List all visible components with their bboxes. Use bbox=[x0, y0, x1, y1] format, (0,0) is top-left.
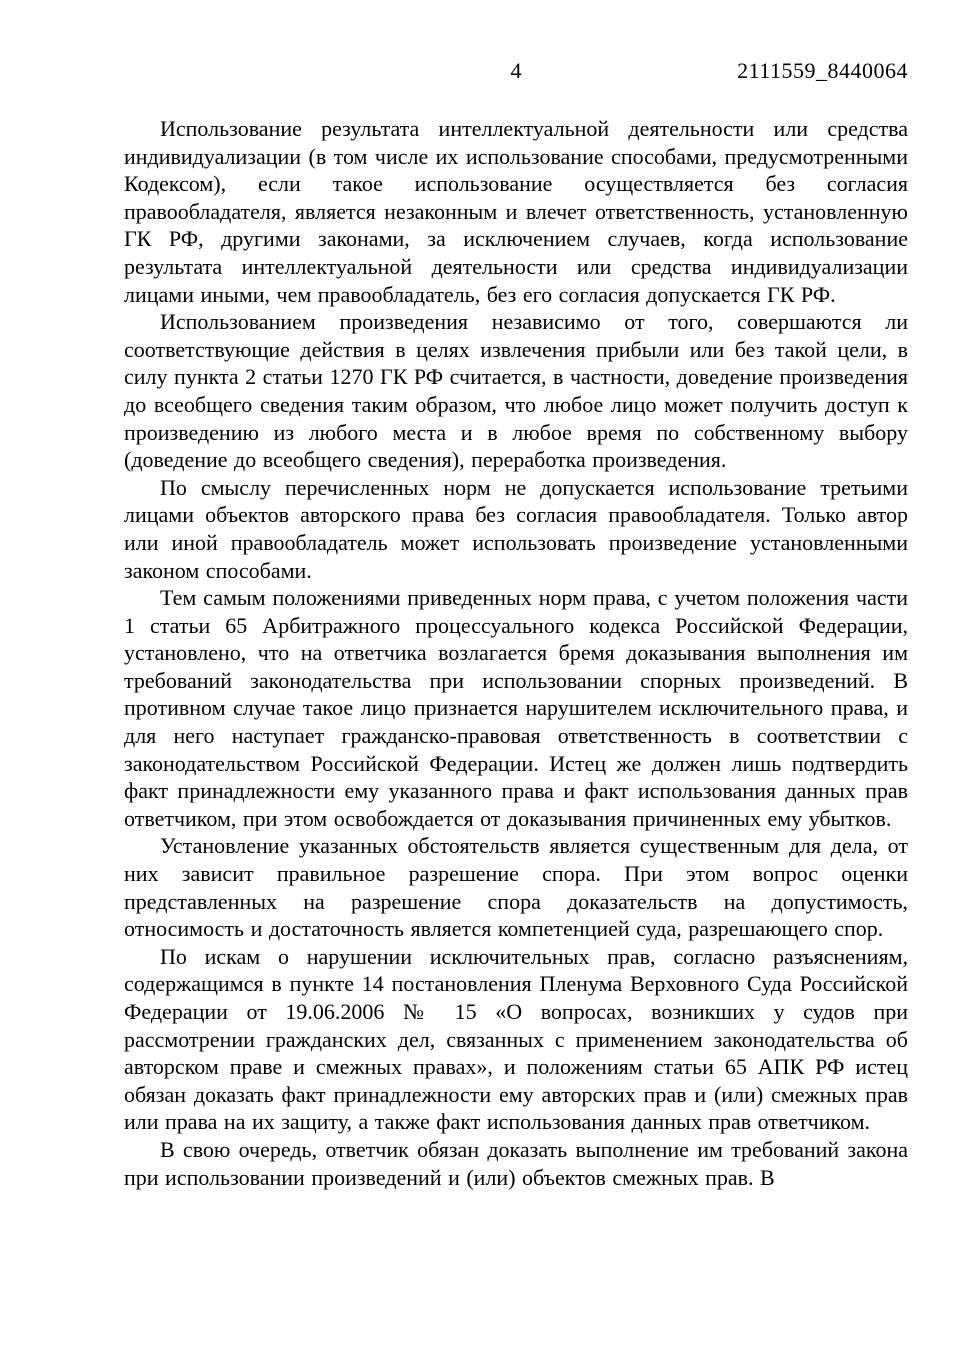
paragraph-claims-exclusive-rights: По искам о нарушении исключительных прав, согласно разъяснениям, содержащимся в пункте 14 постановления Пленума Верховного Суда Российской Федерации от 19.06.2006 № 15 «О вопросах, возникших у судов при рассмотрении гражданских дел, связанных с применением законодательства об авторском праве и смежных правах», и положениям статьи 65 АПК РФ истец обязан доказать факт принадлежности ему авторских прав и (или) смежных прав или права на их защиту, а также факт использования данных прав ответчиком. bbox=[124, 943, 908, 1135]
document-body bbox=[124, 115, 908, 1191]
paragraph-establishing-circumstances: Установление указанных обстоятельств является существенным для дела, от них зависит правильное разрешение спора. При этом вопрос оценки представленных на разрешение спора доказательств на допустимость, относимость и достаточность является компетенцией суда, разрешающего спор. bbox=[124, 833, 908, 942]
document-id: 2111559_8440064 bbox=[737, 58, 908, 83]
paragraph-burden-of-proof: Тем самым положениями приведенных норм права, с учетом положения части 1 статьи 65 Арбитражного процессуального кодекса Российской Федерации, установлено, что на ответчика возлагается бремя доказывания выполнения им требований законодательства при использовании спорных произведений. В противном случае такое лицо признается нарушителем исключительного права, и для него наступает гражданско-правовая ответственность в соответствии с законодательством Российской Федерации. Истец же должен лишь подтвердить факт принадлежности ему указанного права и факт использования данных прав ответчиком, при этом освобождается от доказывания причиненных ему убытков. bbox=[124, 585, 908, 831]
page-header bbox=[124, 57, 908, 85]
paragraph-use-of-result: Использование результата интеллектуальной деятельности или средства индивидуализации (в том числе их использование способами, предусмотренными Кодексом), если такое использование осуществляется без согласия правообладателя, является незаконным и влечет ответственность, установленную ГК РФ, другими законами, за исключением случаев, когда использование результата интеллектуальной деятельности или средства индивидуализации лицами иными, чем правообладатель, без его согласия допускается ГК РФ. bbox=[124, 116, 908, 307]
paragraph-use-of-work: Использованием произведения независимо от того, совершаются ли соответствующие действия в целях извлечения прибыли или без такой цели, в силу пункта 2 статьи 1270 ГК РФ считается, в частности, доведение произведения до всеобщего сведения таким образом, что любое лицо может получить доступ к произведению из любого места и в любое время по собственному выбору (доведение до всеобщего сведения), переработка произведения. bbox=[124, 309, 908, 473]
page-number: 4 bbox=[510, 58, 522, 83]
paragraph-meaning-of-norms: По смыслу перечисленных норм не допускается использование третьими лицами объектов авторского права без согласия правообладателя. Только автор или иной правообладатель может использовать произведение установленными законом способами. bbox=[124, 474, 908, 583]
paragraph-defendant-obligation: В свою очередь, ответчик обязан доказать выполнение им требований закона при использовании произведений и (или) объектов смежных прав. В bbox=[124, 1136, 908, 1190]
